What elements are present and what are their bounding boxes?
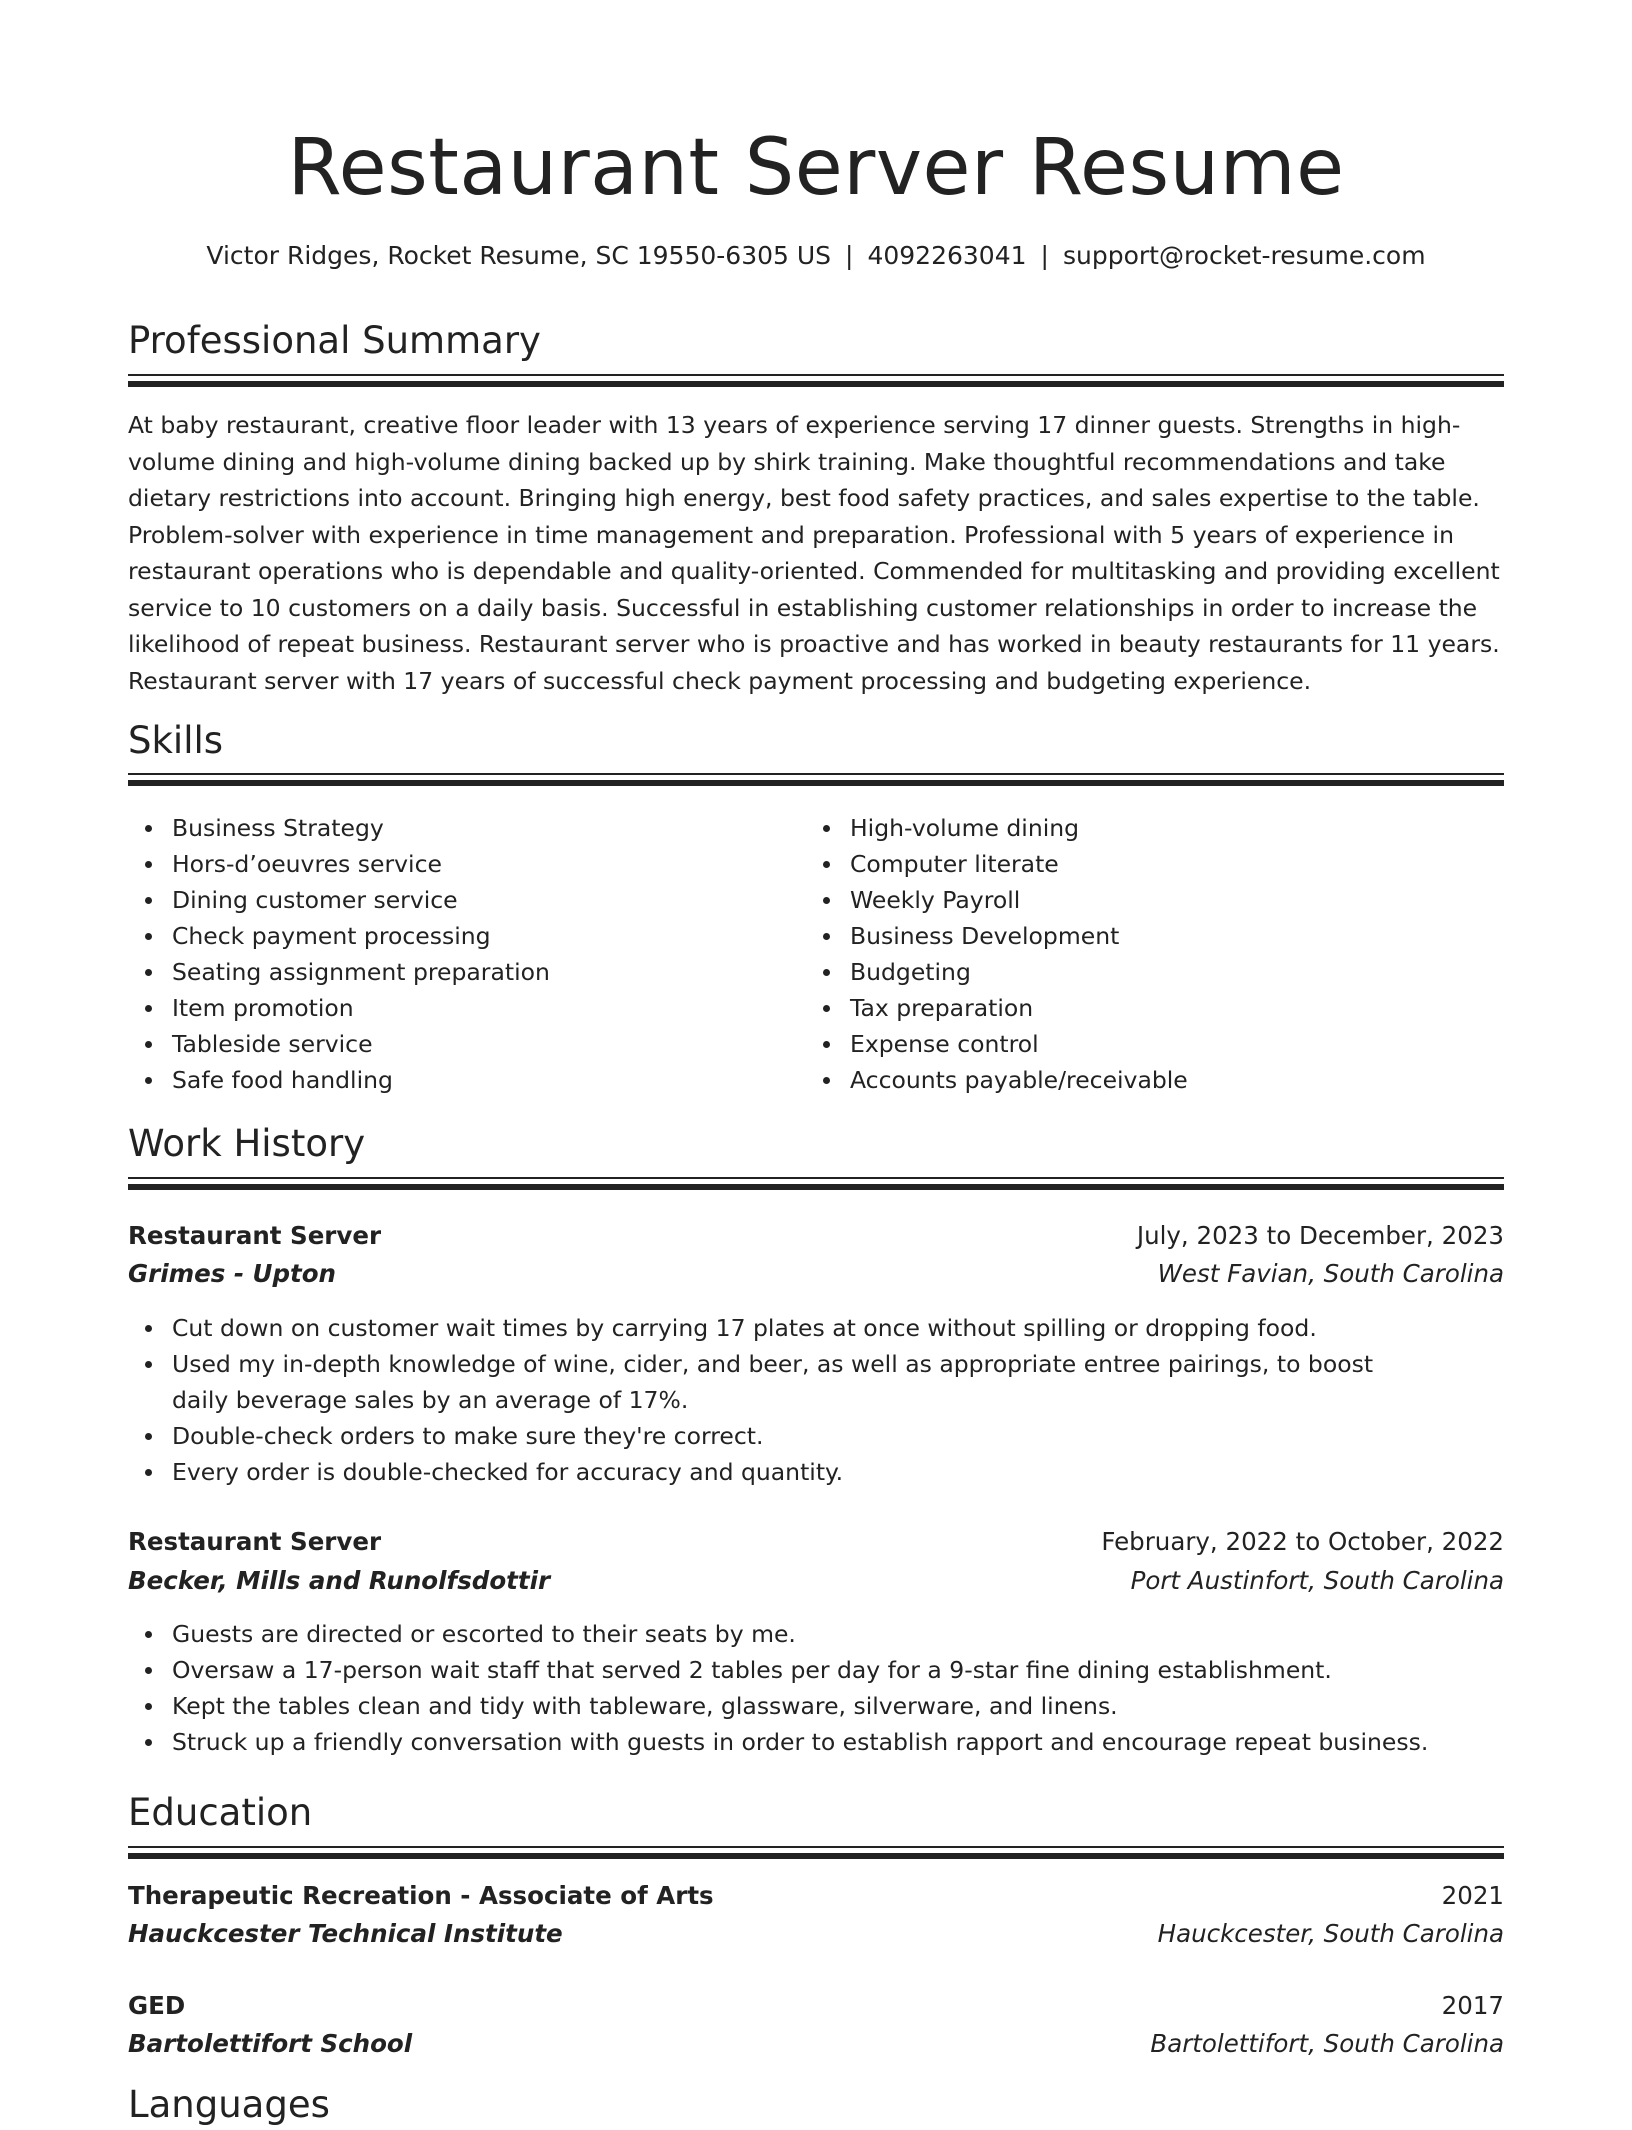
education-location: Bartolettifort, South Carolina [1150, 2029, 1504, 2058]
job-subheader [128, 1255, 1504, 1293]
education-degree: Therapeutic Recreation - Associate of Arts [128, 1881, 714, 1910]
section-divider [128, 1846, 1504, 1848]
summary-text: At baby restaurant, creative floor leader with 13 years of experience serving 17 dinner guests. Strengths in high-volume dining and high-volume dining backed up by shirk training. Make thoughtful recommendations and take dietary restrictions into account. Bringing high energy, best food safety practices, and sales expertise to the table. Problem-solver with experience in time management and preparation. Professional with 5 years of experience in restaurant operations who is dependable and quality-oriented. Commended for multitasking and providing excellent service to 10 customers on a daily basis. Successful in establishing customer relationships in order to increase the likelihood of repeat business. Restaurant server who is proactive and has worked in beauty restaurants for 11 years. Restaurant server with 17 years of successful check payment processing and budgeting experience. [128, 411, 1500, 695]
resume-title: Restaurant Server Resume [287, 123, 1345, 213]
section-heading-skills: Skills [128, 719, 224, 762]
section-divider [128, 1177, 1504, 1179]
job-subheader [128, 1562, 1504, 1600]
section-heading-education: Education [128, 1791, 313, 1834]
job-bullets [128, 1616, 1504, 1760]
education-location: Hauckcester, South Carolina [1157, 1919, 1504, 1948]
section-heading-work: Work History [128, 1122, 366, 1165]
contact-phone: 4092263041 [867, 241, 1027, 270]
skill-item: Dining customer service [128, 882, 768, 918]
skill-item: Tableside service [128, 1026, 768, 1062]
job-bullet: Guests are directed or escorted to their seats by me. [128, 1616, 1504, 1652]
job-company: Becker, Mills and Runolfsdottir [128, 1566, 551, 1595]
job-location: West Favian, South Carolina [1157, 1259, 1504, 1288]
contact-email: support@rocket-resume.com [1062, 241, 1426, 270]
skill-item: Seating assignment preparation [128, 954, 768, 990]
section-divider [128, 1853, 1504, 1859]
education-header [128, 1877, 1504, 1915]
section-divider [128, 780, 1504, 786]
education-degree: GED [128, 1991, 186, 2020]
job-title: Restaurant Server [128, 1527, 382, 1556]
skill-item: High-volume dining [806, 810, 1446, 846]
job-bullet: Used my in-depth knowledge of wine, cider, and beer, as well as appropriate entree pairings, to boost daily beverage sales by an average of 17%. [128, 1346, 1504, 1418]
job-company: Grimes - Upton [128, 1259, 336, 1288]
contact-address: Victor Ridges, Rocket Resume, SC 19550-6305 US [206, 241, 832, 270]
job-header [128, 1217, 1504, 1255]
education-school: Bartolettifort School [128, 2029, 413, 2058]
job-bullets [128, 1310, 1504, 1490]
section-divider [128, 773, 1504, 775]
education-subheader [128, 2025, 1504, 2063]
job-bullet: Cut down on customer wait times by carrying 17 plates at once without spilling or dropping food. [128, 1310, 1504, 1346]
job-dates: February, 2022 to October, 2022 [1101, 1527, 1504, 1556]
education-subheader [128, 1915, 1504, 1953]
job-header [128, 1523, 1504, 1561]
job-bullet: Every order is double-checked for accuracy and quantity. [128, 1454, 1504, 1490]
job-bullet: Kept the tables clean and tidy with tableware, glassware, silverware, and linens. [128, 1688, 1504, 1724]
education-school: Hauckcester Technical Institute [128, 1919, 563, 1948]
contact-separator: | [1040, 241, 1049, 270]
skill-item: Computer literate [806, 846, 1446, 882]
skill-item: Tax preparation [806, 990, 1446, 1026]
skill-item: Item promotion [128, 990, 768, 1026]
section-divider [128, 374, 1504, 376]
job-dates: July, 2023 to December, 2023 [1136, 1221, 1504, 1250]
skill-item: Check payment processing [128, 918, 768, 954]
skill-item: Hors-d’oeuvres service [128, 846, 768, 882]
section-divider [128, 1184, 1504, 1190]
education-year: 2021 [1441, 1881, 1504, 1910]
skills-list-right [806, 810, 1446, 1098]
section-heading-languages: Languages [128, 2083, 330, 2126]
skill-item: Budgeting [806, 954, 1446, 990]
skill-item: Weekly Payroll [806, 882, 1446, 918]
education-header [128, 1987, 1504, 2025]
skill-item: Accounts payable/receivable [806, 1062, 1446, 1098]
contact-line [128, 238, 1504, 274]
job-location: Port Austinfort, South Carolina [1130, 1566, 1504, 1595]
skill-item: Business Development [806, 918, 1446, 954]
skill-item: Business Strategy [128, 810, 768, 846]
section-divider [128, 381, 1504, 387]
skills-list-left [128, 810, 768, 1098]
skill-item: Expense control [806, 1026, 1446, 1062]
skill-item: Safe food handling [128, 1062, 768, 1098]
contact-separator: | [845, 241, 854, 270]
education-year: 2017 [1441, 1991, 1504, 2020]
job-title: Restaurant Server [128, 1221, 382, 1250]
job-bullet: Struck up a friendly conversation with guests in order to establish rapport and encourage repeat business. [128, 1724, 1504, 1760]
job-bullet: Double-check orders to make sure they're correct. [128, 1418, 1504, 1454]
job-bullet: Oversaw a 17-person wait staff that served 2 tables per day for a 9-star fine dining establishment. [128, 1652, 1504, 1688]
section-heading-summary: Professional Summary [128, 319, 541, 362]
